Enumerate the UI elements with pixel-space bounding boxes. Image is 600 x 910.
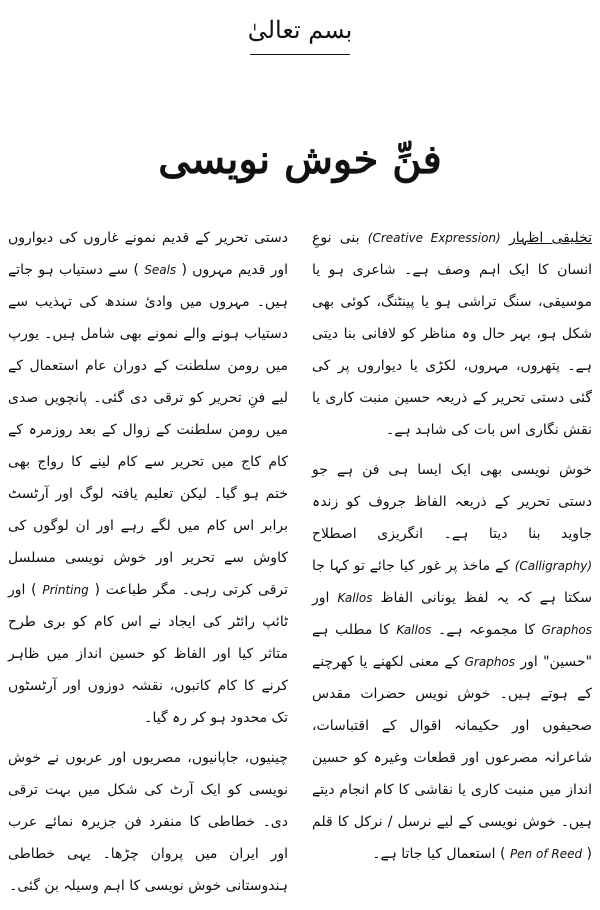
right-column: [312, 222, 592, 878]
invocation-underline: [250, 54, 350, 55]
english-term: Graphos: [541, 623, 593, 637]
english-term: (Creative Expression): [367, 231, 501, 245]
paragraph-text: کے ماخذ پر غور کیا جائے تو کہا جا سکتا ہے کہ یہ لفظ یونانی الفاظ: [312, 558, 592, 606]
paragraph-creative-expression: [312, 222, 592, 446]
paragraph-text: اور: [312, 590, 330, 606]
english-term: Graphos: [464, 655, 516, 669]
paragraph-text: ) استعمال کیا جاتا ہے۔: [372, 846, 506, 862]
lead-phrase: تخلیقی اظہار: [508, 230, 593, 246]
paragraph-text: ) سے دستیاب ہو جاتے ہیں۔ مہروں میں وادیٔ سندھ کی تہذیب سے دستیاب ہونے والے نمونے بھی شامل ہیں۔ یورپ میں رومن سلطنت کے دوران عام استعمال کے لیے فنِ تحریر کو ترقی دی گئی۔ پانچویں صدی میں رومن سلطنت کے زوال کے بعد روزمرہ کے کام کاج میں تحریر سے کام لینے کا رواج بھی ختم ہو گیا۔ لیکن تعلیم یافتہ لوگ اور آرٹسٹ برابر اس کام میں لگے رہے اور ان لوگوں کی کاوش سے تحریر اور خوش نویسی مسلسل ترقی کرتی رہی۔ مگر طباعت (: [8, 262, 289, 598]
paragraph-text: دستی تحریر کے قدیم نمونے غاروں کی دیواروں اور قدیم مہروں (: [8, 230, 289, 278]
left-column: [8, 222, 288, 910]
invocation-text: بسم تعالیٰ: [247, 16, 353, 44]
paragraph-text: خوش نویسی بھی ایک ایسا ہی فن ہے جو دستی تحریر کے ذریعہ الفاظ جروف کو زندہ جاوید بنا دیتا ہے۔ انگریزی اصطلاح: [312, 462, 592, 542]
paragraph-calligraphy: [312, 454, 592, 870]
paragraph-text: کا مطلب ہے "حسین" اور: [312, 622, 593, 670]
english-term: Pen of Reed: [509, 847, 583, 861]
invocation-heading: [200, 10, 400, 50]
page-title: فنِّ خوش نویسی: [158, 136, 442, 183]
english-term: Kallos: [396, 623, 432, 637]
english-term: (Calligraphy): [514, 559, 593, 573]
paragraph-text: بنی نوعِ انسان کا ایک اہم وصف ہے۔ شاعری ہو یا موسیقی، سنگ تراشی ہو یا پینٹنگ، کوئی بھی شکل ہو، بہر حال وہ مناظر کو لافانی بنا دیتی ہے۔ پتھروں، مہروں، لکڑی یا دیواروں پر کی گئی دستی تحریر کے ذریعہ حسین منبت کاری یا نقش نگاری اس بات کی شاہد ہے۔: [312, 230, 592, 438]
english-term: Seals: [144, 263, 177, 277]
english-term: Printing: [42, 583, 89, 597]
paragraph-history: [8, 222, 288, 734]
paragraph-east-asia: چینیوں، جاپانیوں، مصریوں اور عربوں نے خوش نویسی کو ایک آرٹ کی شکل میں بہت ترقی دی۔ خطاطی کا منفرد فن جزیرہ نمائے عرب اور ایران میں پروان چڑھا۔ یہی خطاطی ہندوستانی خوش نویسی کا اہم وسیلہ بن گئی۔: [8, 750, 288, 894]
english-term: Kallos: [337, 591, 373, 605]
paragraph-text: کا مجموعہ ہے۔: [438, 622, 536, 638]
paragraph-text: کے معنی لکھنے یا کھرچنے کے ہوتے ہیں۔ خوش نویس حضرات مقدس صحیفوں اور حکیمانہ اقوال کے اقتباسات، شاعرانہ مصرعوں اور قطعات وغیرہ کو حسین انداز میں منبت کاری یا نقاشی کا کام انجام دیتے ہیں۔ خوش نویسی کے لیے نرسل / نرکل کا قلم (: [312, 654, 592, 862]
paragraph-text: ) اور ٹائپ رائٹر کی ایجاد نے اس کام کو بری طرح متاثر کیا اور الفاظ کو حسین انداز میں ظاہر کرنے کا کام کاتبوں، نقشہ دوزوں اور آرٹسٹوں تک محدود ہو کر رہ گیا۔: [8, 582, 288, 726]
